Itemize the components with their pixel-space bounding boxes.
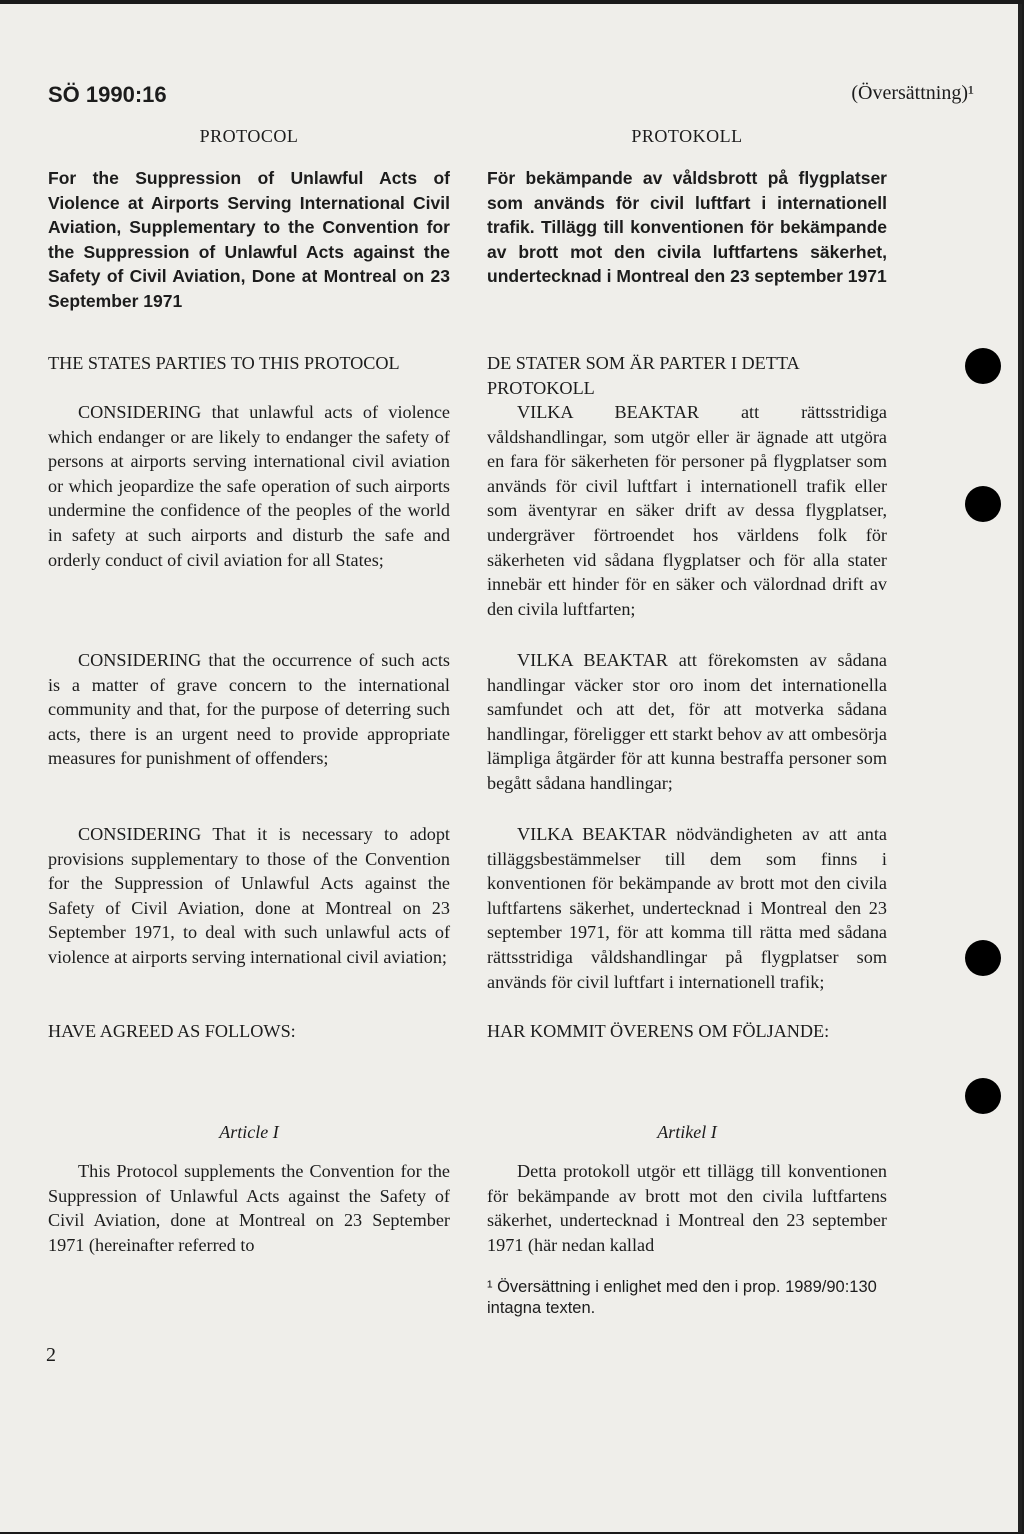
protocol-subtitle-sv: För bekämpande av våldsbrott på flygplatser som används för civil luftfart i internationell trafik. Tillägg till konventionen för bekämpande av brott mot den civila luftfartens säkerhet, undertecknad i Montreal den 23 september 1971: [487, 168, 887, 286]
article-text-sv: Detta protokoll utgör ett tillägg till konventionen för bekämpande av brott mot den civila luftfartens säkerhet, undertecknad i Montreal den 23 september 1971 (här nedan kallad: [487, 1161, 887, 1255]
page-number: 2: [46, 1344, 56, 1366]
protocol-title-en: PROTOCOL: [199, 126, 299, 146]
footnote: ¹ Översättning i enlighet med den i prop. 1989/90:130 intagna texten.: [487, 1278, 877, 1317]
punch-hole-mark: [965, 940, 1001, 976]
agreed-sv: HAR KOMMIT ÖVERENS OM FÖLJANDE:: [487, 1021, 830, 1041]
translation-label: (Översättning)¹: [851, 82, 974, 104]
article-title-en: Article I: [219, 1122, 279, 1142]
document-reference: SÖ 1990:16: [48, 82, 167, 107]
punch-hole-mark: [965, 348, 1001, 384]
considering-3-sv: VILKA BEAKTAR nödvändigheten av att anta tilläggsbestämmelser till dem som finns i konventionen för bekämpande av brott mot den civila luftfartens säkerhet, undertecknad i Montreal den 23 september 1971, för att komma till rätta med sådana rättsstridiga våldshandlingar på flygplatser som används för civil luftfart i internationell trafik;: [487, 824, 887, 992]
considering-2-en: CONSIDERING that the occurrence of such acts is a matter of grave concern to the international community and that, for the purpose of deterring such acts, there is an urgent need to provide appropriate measures for punishment of offenders;: [48, 650, 450, 769]
protocol-subtitle-en: For the Suppression of Unlawful Acts of Violence at Airports Serving International Civil Aviation, Supplementary to the Convention for the Suppression of Unlawful Acts against the Safety of Civil Aviation, Done at Montreal on 23 September 1971: [48, 168, 450, 311]
states-parties-sv: DE STATER SOM ÄR PARTER I DETTA PROTOKOLL: [487, 353, 799, 398]
considering-2-sv: VILKA BEAKTAR att förekomsten av sådana handlingar väcker stor oro inom det internationella samfundet och att det, för att motverka sådana handlingar, föreligger ett starkt behov av att ombesörja lämpliga åtgärder för att kunna bestraffa personer som begått sådana handlingar;: [487, 650, 887, 793]
protocol-title-sv: PROTOKOLL: [631, 126, 743, 146]
agreed-en: HAVE AGREED AS FOLLOWS:: [48, 1021, 296, 1041]
article-text-en: This Protocol supplements the Convention for the Suppression of Unlawful Acts against the Safety of Civil Aviation, done at Montreal on 23 September 1971 (hereinafter referred to: [48, 1161, 450, 1255]
considering-1-en: CONSIDERING that unlawful acts of violence which endanger or are likely to endanger the safety of persons at airports serving international civil aviation or which jeopardize the safe operation of such airports undermine the confidence of the peoples of the world in safety at such airports and disturb the safe and orderly conduct of civil aviation for all States;: [48, 402, 450, 570]
considering-1-sv: VILKA BEAKTAR att rättsstridiga våldshandlingar, som utgör eller är ägnade att utgöra en fara för säkerheten för personer på flygplatser som används för civil luftfart i internationell trafik eller som äventyrar en säker drift av dessa flygplatser, undergräver förtroendet hos världens folk för säkerheten vid sådana flygplatser och för alla stater innebär ett hinder för en säker och välordnad drift av den civila luftfarten;: [487, 402, 887, 619]
considering-3-en: CONSIDERING That it is necessary to adopt provisions supplementary to those of the Convention for the Suppression of Unlawful Acts against the Safety of Civil Aviation, done at Montreal on 23 September 1971, to deal with such unlawful acts of violence at airports serving international civil aviation;: [48, 824, 450, 967]
document-page: [0, 4, 1022, 1532]
states-parties-en: THE STATES PARTIES TO THIS PROTOCOL: [48, 353, 400, 373]
punch-hole-mark: [965, 1078, 1001, 1114]
punch-hole-mark: [965, 486, 1001, 522]
article-title-sv: Artikel I: [657, 1122, 717, 1142]
